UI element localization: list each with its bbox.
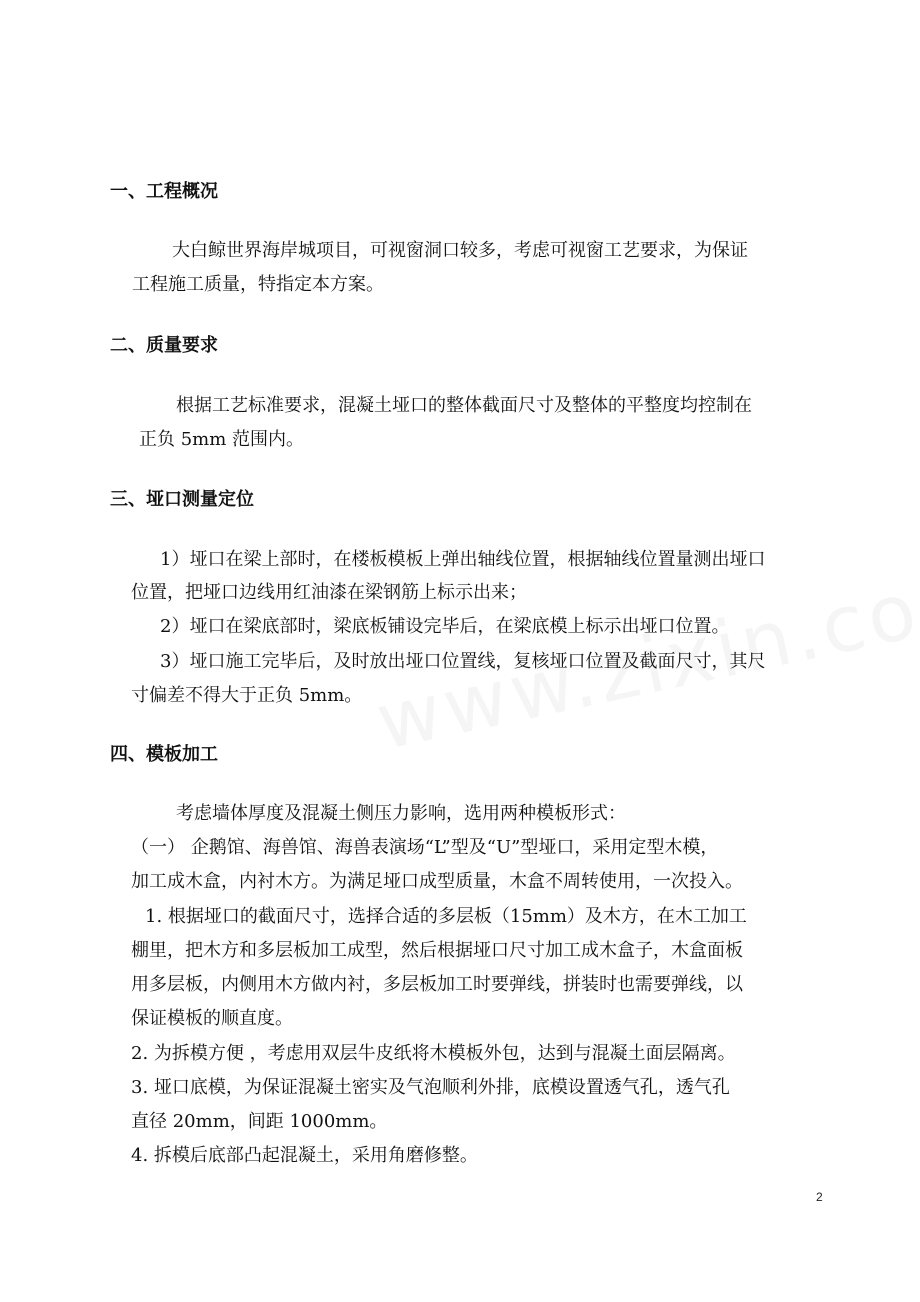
paragraph-line: （一） 企鹅馆、海兽馆、海兽表演场“L”型及“U”型垭口，采用定型木模，: [131, 837, 719, 858]
page-number: 2: [816, 1190, 823, 1204]
section-heading-overview: 一、工程概况: [110, 181, 218, 202]
paragraph-line: 3）垭口施工完毕后，及时放出垭口位置线，复核垭口位置及截面尺寸，其尺: [160, 651, 766, 672]
paragraph-line: 寸偏差不得大于正负 5mm。: [131, 685, 363, 706]
section-heading-positioning: 三、垭口测量定位: [110, 489, 254, 510]
paragraph-line: 工程施工质量，特指定本方案。: [132, 274, 384, 295]
list-item-line: 1. 根据垭口的截面尺寸，选择合适的多层板（15mm）及木方，在木工加工: [145, 906, 747, 927]
paragraph-line: 加工成木盒，内衬木方。为满足垭口成型质量，木盒不周转使用，一次投入。: [131, 871, 743, 892]
list-item-line: 4. 拆模后底部凸起混凝土，采用角磨修整。: [131, 1145, 478, 1166]
list-item-line: 2. 为拆模方便 ，考虑用双层牛皮纸将木模板外包，达到与混凝土面层隔离。: [131, 1043, 736, 1064]
paragraph-line: 1）垭口在梁上部时，在楼板模板上弹出轴线位置，根据轴线位置量测出垭口: [160, 549, 766, 570]
paragraph-line: 保证模板的顺直度。: [131, 1008, 293, 1029]
list-item-line: 3. 垭口底模，为保证混凝土密实及气泡顺利外排，底模设置透气孔，透气孔: [131, 1077, 730, 1098]
paragraph-line: 直径 20mm，间距 1000mm。: [131, 1111, 388, 1132]
paragraph-line: 大白鲸世界海岸城项目，可视窗洞口较多，考虑可视窗工艺要求，为保证: [172, 240, 748, 261]
section-heading-quality: 二、质量要求: [110, 335, 218, 356]
paragraph-line: 棚里，把木方和多层板加工成型，然后根据垭口尺寸加工成木盒子，木盒面板: [131, 940, 743, 961]
paragraph-line: 位置，把垭口边线用红油漆在梁钢筋上标示出来；: [131, 582, 527, 603]
paragraph-line: 2）垭口在梁底部时，梁底板铺设完毕后，在梁底模上标示出垭口位置。: [160, 616, 730, 637]
section-heading-formwork: 四、模板加工: [110, 744, 218, 765]
paragraph-line: 用多层板，内侧用木方做内衬，多层板加工时要弹线，拼装时也需要弹线，以: [131, 974, 743, 995]
paragraph-line: 正负 5mm 范围内。: [139, 429, 305, 450]
paragraph-line: 考虑墙体厚度及混凝土侧压力影响，选用两种模板形式：: [176, 803, 626, 824]
paragraph-line: 根据工艺标准要求，混凝土垭口的整体截面尺寸及整体的平整度均控制在: [176, 395, 752, 416]
